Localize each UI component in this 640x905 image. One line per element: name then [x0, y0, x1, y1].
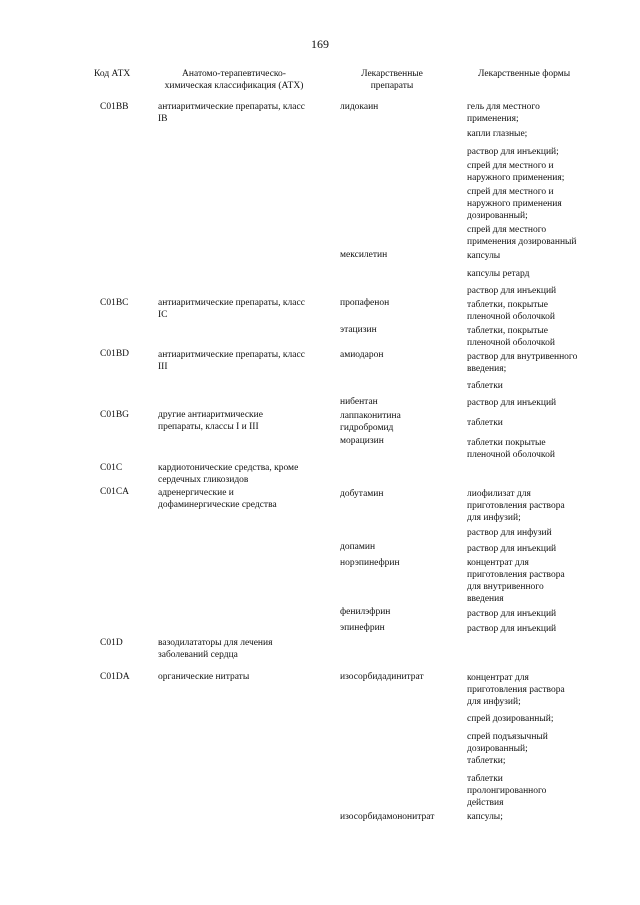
dosage-form: действия	[467, 798, 504, 808]
dosage-form: спрей для местного и	[467, 187, 554, 197]
atc-code: C01CA	[100, 487, 130, 497]
atc-classification: адренергические и	[158, 488, 234, 498]
dosage-form: спрей для местного и	[467, 161, 554, 171]
dosage-form: раствор для инфузий	[467, 528, 552, 538]
dosage-form: таблетки покрытые	[467, 438, 546, 448]
atc-code: C01BC	[100, 298, 129, 308]
dosage-form: спрей дозированный;	[467, 714, 554, 724]
dosage-form: введения;	[467, 364, 507, 374]
dosage-form: таблетки, покрытые	[467, 300, 548, 310]
atc-classification: органические нитраты	[158, 672, 250, 682]
atc-classification: кардиотонические средства, кроме	[158, 463, 299, 473]
dosage-form: таблетки;	[467, 756, 506, 766]
dosage-form: введения	[467, 594, 504, 604]
dosage-form: применения дозированный	[467, 237, 577, 247]
dosage-form: наружного применения	[467, 199, 562, 209]
dosage-form: раствор для инъекций	[467, 609, 557, 619]
drug-name: этацизин	[340, 325, 377, 335]
drug-name: допамин	[340, 542, 376, 552]
dosage-form: приготовления раствора	[467, 685, 565, 695]
dosage-form: капсулы;	[467, 812, 503, 822]
drug-name: фенилэфрин	[340, 607, 391, 617]
dosage-form: таблетки, покрытые	[467, 326, 548, 336]
drug-name: амиодарон	[340, 350, 384, 360]
dosage-form: раствор для инъекций;	[467, 147, 559, 157]
drug-name: добутамин	[340, 489, 384, 499]
atc-code: C01DA	[100, 672, 130, 682]
dosage-form: таблетки	[467, 418, 503, 428]
drug-name: морацизин	[340, 436, 384, 446]
dosage-form: спрей подъязычный	[467, 732, 548, 742]
drug-name: эпинефрин	[340, 623, 385, 633]
drug-name: мексилетин	[340, 250, 388, 260]
dosage-form: для инфузий;	[467, 697, 521, 707]
atc-classification: IC	[158, 310, 168, 320]
atc-classification: вазодилататоры для лечения	[158, 638, 273, 648]
dosage-form: для внутривенного	[467, 582, 544, 592]
atc-code: C01BG	[100, 410, 130, 420]
column-header-class-line: Анатомо-терапевтическо-	[182, 69, 286, 79]
drug-name: гидробромид	[340, 423, 394, 433]
column-header-code: Код АТХ	[94, 69, 131, 79]
drug-name: норэпинефрин	[340, 558, 400, 568]
drug-name: лидокаин	[340, 102, 379, 112]
dosage-form: раствор для инъекций	[467, 544, 557, 554]
dosage-form: капсулы ретард	[467, 269, 530, 279]
dosage-form: капли глазные;	[467, 129, 528, 139]
dosage-form: раствор для инъекций	[467, 286, 557, 296]
atc-classification: препараты, классы I и III	[158, 422, 259, 432]
dosage-form: дозированный;	[467, 211, 528, 221]
page-number: 169	[311, 37, 329, 51]
dosage-form: применения;	[467, 114, 519, 124]
dosage-form: раствор для внутривенного	[467, 352, 578, 362]
atc-classification: антиаритмические препараты, класс	[158, 350, 305, 360]
dosage-form: приготовления раствора	[467, 501, 565, 511]
dosage-form: спрей для местного	[467, 225, 547, 235]
atc-code: C01BB	[100, 102, 129, 112]
column-header-drug	[343, 68, 441, 92]
column-header-drug-line: препараты	[370, 81, 414, 91]
atc-code: C01D	[100, 638, 123, 648]
dosage-form: гель для местного	[467, 102, 540, 112]
dosage-form: пленочной оболочкой	[467, 312, 555, 322]
column-header-form: Лекарственные формы	[478, 69, 571, 79]
drug-name: пропафенон	[340, 298, 390, 308]
drug-name: изосорбидамононитрат	[340, 812, 435, 822]
atc-code: C01BD	[100, 349, 130, 359]
drug-name: изосорбидадинитрат	[340, 672, 424, 682]
dosage-form: раствор для инъекций	[467, 398, 557, 408]
dosage-form: капсулы	[467, 251, 501, 261]
atc-classification: другие антиаритмические	[158, 410, 263, 420]
atc-classification: III	[158, 362, 168, 372]
dosage-form: дозированный;	[467, 744, 528, 754]
dosage-form: таблетки	[467, 774, 503, 784]
dosage-form: для инфузий;	[467, 513, 521, 523]
column-header-class-line: химическая классификация (АТХ)	[164, 81, 304, 91]
atc-classification: заболеваний сердца	[158, 650, 238, 660]
dosage-form: таблетки	[467, 381, 503, 391]
dosage-form: раствор для инъекций	[467, 624, 557, 634]
drug-name: лаппаконитина	[340, 411, 401, 421]
dosage-form: концентрат для	[467, 558, 529, 568]
atc-classification: дофаминергические средства	[158, 500, 277, 510]
column-header-drug-line: Лекарственные	[361, 69, 423, 79]
atc-classification: IB	[158, 114, 168, 124]
dosage-form: наружного применения;	[467, 173, 565, 183]
column-header-class	[158, 68, 310, 92]
atc-classification: антиаритмические препараты, класс	[158, 102, 305, 112]
atc-code: C01C	[100, 463, 123, 473]
dosage-form: пленочной оболочкой	[467, 450, 555, 460]
dosage-form: пролонгированного	[467, 786, 547, 796]
drug-name: нибентан	[340, 397, 378, 407]
dosage-form: приготовления раствора	[467, 570, 565, 580]
dosage-form: лиофилизат для	[467, 489, 531, 499]
atc-classification: сердечных гликозидов	[158, 475, 249, 485]
atc-classification: антиаритмические препараты, класс	[158, 298, 305, 308]
dosage-form: пленочной оболочкой	[467, 338, 555, 348]
dosage-form: концентрат для	[467, 673, 529, 683]
